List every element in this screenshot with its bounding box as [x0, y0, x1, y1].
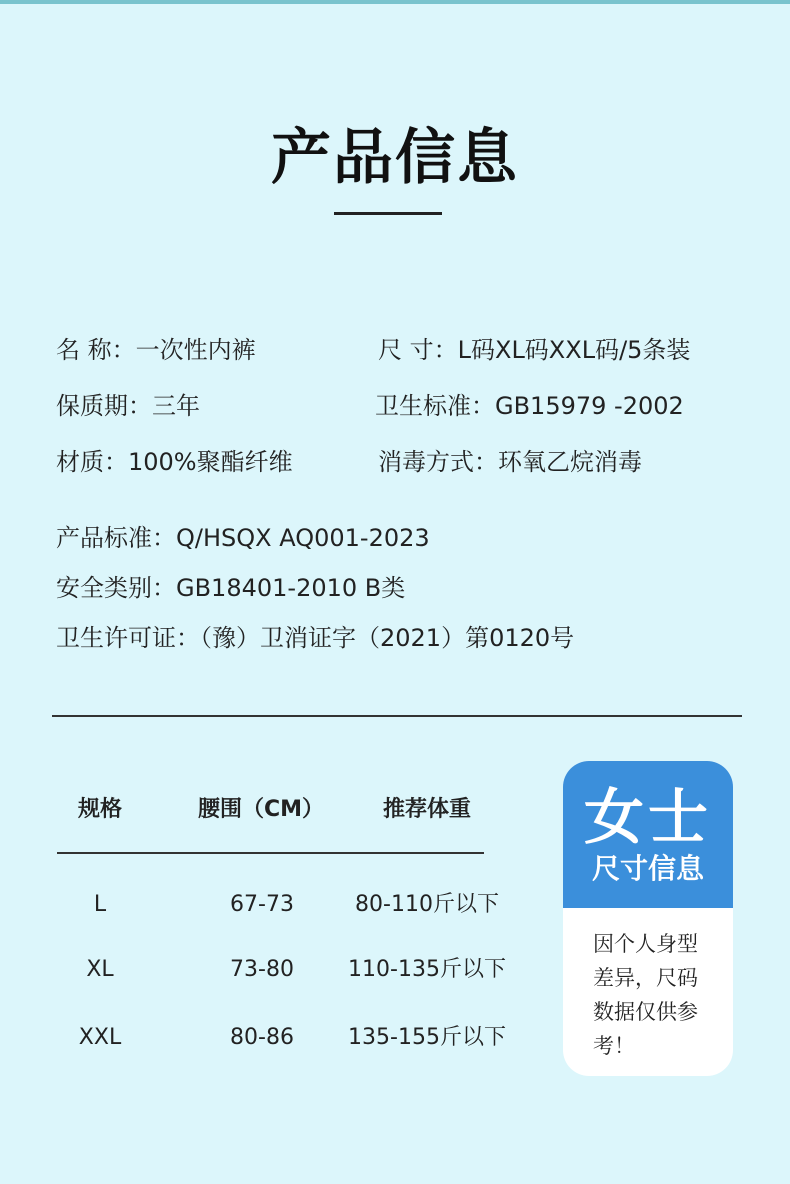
table-cell: 110-135斤以下	[348, 957, 506, 982]
info-size: 尺 寸：L码XL码XXL码/5条装	[378, 336, 691, 364]
table-cell: 67-73	[230, 892, 294, 917]
card-header	[563, 761, 733, 908]
info-hygiene-standard: 卫生标准：GB15979 -2002	[375, 392, 684, 420]
size-info-card	[563, 761, 733, 1076]
card-title: 女士	[584, 783, 712, 853]
table-cell: L	[93, 892, 107, 917]
table-cell: 80-110斤以下	[355, 892, 499, 917]
info-product-standard: 产品标准：Q/HSQX AQ001-2023	[56, 524, 430, 552]
info-material: 材质：100%聚酯纤维	[56, 448, 293, 476]
top-accent-strip	[0, 0, 790, 4]
info-hygiene-license: 卫生许可证：（豫）卫消证字（2021）第0120号	[56, 624, 575, 652]
table-header-line	[57, 852, 484, 854]
info-shelf-life: 保质期：三年	[56, 392, 200, 420]
info-disinfection: 消毒方式：环氧乙烷消毒	[378, 448, 642, 476]
card-note: 因个人身型差异，尺码数据仅供参考！	[593, 932, 698, 1058]
table-cell: 135-155斤以下	[348, 1025, 506, 1050]
table-cell: 73-80	[230, 957, 294, 982]
card-subtitle: 尺寸信息	[591, 852, 704, 885]
table-header-weight: 推荐体重	[382, 797, 471, 822]
table-cell: XL	[86, 957, 114, 982]
title-underline	[334, 212, 442, 215]
table-header-waist: 腰围（CM）	[197, 797, 325, 822]
table-cell: 80-86	[230, 1025, 294, 1050]
table-header-size: 规格	[77, 797, 122, 822]
info-name: 名 称：一次性内裤	[56, 336, 256, 364]
info-safety-category: 安全类别：GB18401-2010 B类	[56, 574, 406, 602]
table-cell: XXL	[78, 1025, 122, 1050]
section-divider	[52, 715, 742, 717]
page-title: 产品信息	[271, 123, 519, 193]
